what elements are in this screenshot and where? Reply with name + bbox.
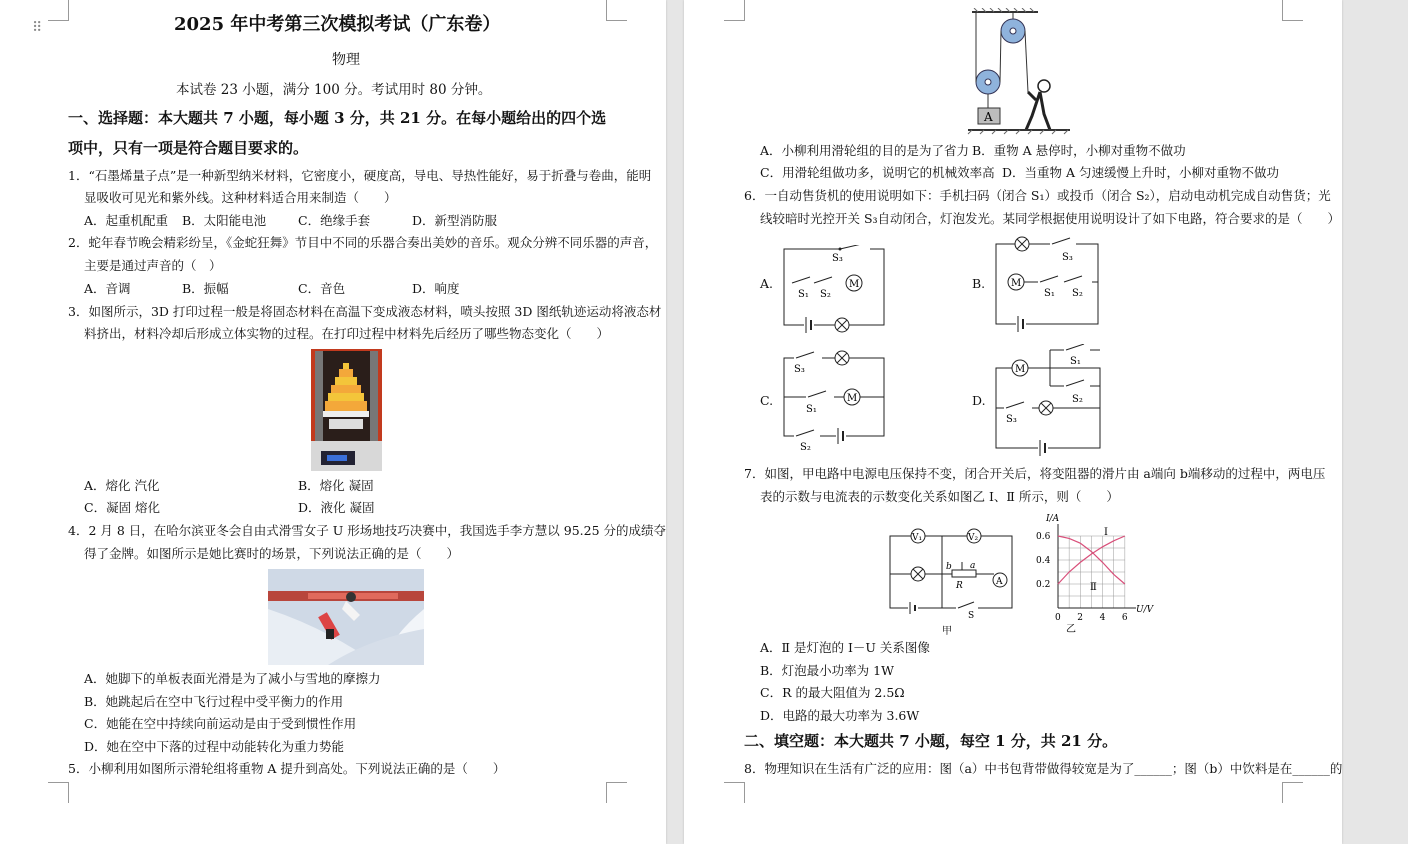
circuit-diagram-q7 [884,522,1018,638]
switch-label: S₃ [1006,414,1017,425]
question-text: 5．小柳利用如图所示滑轮组将重物 A 提升到高处。下列说法正确的是（ ） [68,761,506,776]
crop-mark [724,0,745,21]
series-label-2: Ⅱ [1090,582,1097,593]
option: B．熔化 凝固 [298,478,374,493]
crop-mark [1282,0,1303,21]
subject: 物理 [332,52,360,68]
option: D．电路的最大功率为 3.6W [760,708,920,723]
option: D．她在空中下落的过程中动能转化为重力势能 [84,739,345,754]
option: C．她能在空中持续向前运动是由于受到惯性作用 [84,716,357,731]
option: B．重物 A 悬停时，小柳对重物不做功 [972,143,1186,158]
option: A．Ⅱ 是灯泡的 I－U 关系图像 [760,640,930,655]
question-text: 表的示数与电流表的示数变化关系如图乙 Ⅰ、Ⅱ 所示，则（ ） [760,489,1119,504]
crop-mark [606,0,627,21]
figure-caption: 甲 [942,626,952,637]
option: A．音调 [84,281,131,296]
option: B．振幅 [182,281,229,296]
crop-mark [48,0,69,21]
question-text: 得了金牌。如图所示是她比赛时的场景，下列说法正确的是（ ） [84,546,460,561]
option: D．新型消防服 [412,213,498,228]
switch-label: S₁ [798,289,809,300]
section-heading: 项中，只有一项是符合题目要求的。 [68,139,309,157]
page-title: 2025 年中考第三次模拟考试（广东卷） [174,14,501,35]
voltmeter-v2: V₂ [968,533,979,543]
switch-label: S₁ [1070,356,1081,367]
motor-symbol: M [849,279,860,290]
question-text: 3．如图所示，3D 打印过程一般是将固态材料在高温下变成液态材料，喷头按照 3D 图纸轨迹运动将液态材 [68,304,662,319]
crop-mark [1282,782,1303,803]
rheostat-label: R [956,581,963,591]
question-text: 主要是通过声音的（ ） [84,258,222,273]
x-axis-label: U/V [1136,605,1154,615]
option-label: C. [760,393,774,408]
chart-ticks [1036,532,1128,623]
x-tick-label: 0 [1055,613,1061,623]
option: D．响度 [412,281,460,296]
motor-symbol: M [847,393,858,404]
3d-printer-image [311,349,382,471]
snowboard-photo [268,569,424,665]
switch-label: S₁ [806,404,817,415]
option: C．凝固 熔化 [84,500,161,515]
option-label: A. [760,276,774,291]
chart-grid [1058,536,1125,608]
option-label: B. [972,276,986,291]
option: A．她脚下的单板表面光滑是为了减小与雪地的摩擦力 [84,671,381,686]
option: D．当重物 A 匀速缓慢上升时，小柳对重物不做功 [1002,165,1279,180]
circuit-diagram-b [992,234,1104,332]
y-axis-label: I/A [1046,514,1060,524]
y-tick-label: 0.2 [1036,580,1051,590]
question-text: 4．2 月 8 日，在哈尔滨亚冬会自由式滑雪女子 U 形场地技巧决赛中，我国选手李方慧以 95.25 分的成绩夺 [68,523,666,538]
switch-label: S₃ [1062,252,1073,263]
switch-label: S [968,611,975,621]
pulley-diagram [966,8,1076,136]
voltmeter-v1: V₁ [912,533,923,543]
series-label-1: Ⅰ [1104,527,1108,538]
y-tick-label: 0.6 [1036,532,1051,542]
option: C．绝缘手套 [298,213,371,228]
drag-handle-icon[interactable]: ⠿ [32,20,41,36]
option: C．音色 [298,281,346,296]
iu-chart [1018,508,1160,638]
question-text: 6．一自动售货机的使用说明如下：手机扫码（闭合 S₁）或投币（闭合 S₂），启动电动机完成自动售货；光 [744,188,1331,203]
circuit-diagram-c [780,346,890,454]
circuit-diagram-a [780,245,890,333]
crop-mark [606,782,627,803]
question-text: 2．蛇年春节晚会精彩纷呈，《金蛇狂舞》节目中不同的乐器合奏出美妙的音乐。观众分辨不同乐器的声音， [68,235,658,250]
section-heading: 一、选择题：本大题共 7 小题，每小题 3 分，共 21 分。在每小题给出的四个选 [68,109,607,127]
option: A．起重机配重 [84,213,169,228]
y-tick-label: 0.4 [1036,556,1051,566]
motor-symbol: M [1011,278,1022,289]
option: A．熔化 汽化 [84,478,160,493]
question-text: 线较暗时光控开关 S₃自动闭合，灯泡发光。某同学根据使用说明设计了如下电路，符合要求的是（ ） [760,211,1341,226]
document-page-2 [684,0,1342,844]
switch-label: S₁ [1044,288,1055,299]
x-tick-label: 4 [1099,613,1106,623]
option: B．她跳起后在空中飞行过程中受平衡力的作用 [84,694,344,709]
exam-info: 本试卷 23 小题，满分 100 分。考试用时 80 分钟。 [176,82,492,98]
section-heading: 二、填空题：本大题共 7 小题，每空 1 分，共 21 分。 [744,732,1118,750]
motor-symbol: M [1015,364,1026,375]
switch-label: S₂ [820,289,831,300]
question-text: 7．如图，甲电路中电源电压保持不变，闭合开关后，将变阻器的滑片由 a端向 b端移动的过程中，两电压 [744,466,1326,481]
switch-label: S₃ [794,364,805,375]
option: C．R 的最大阻值为 2.5Ω [760,685,905,700]
question-text: 1．“石墨烯量子点”是一种新型纳米材料，它密度小，硬度高，导电、导热性能好，易于折叠与卷曲，能明 [68,168,652,183]
x-tick-label: 2 [1077,613,1084,623]
crop-mark [724,782,745,803]
switch-label: S₂ [1072,394,1083,405]
ammeter-symbol: A [996,577,1003,587]
document-page-1 [0,0,666,844]
slider-end-a: a [970,561,976,571]
slider-end-b: b [946,562,952,572]
switch-label: S₂ [800,442,811,453]
circuit-diagram-d [992,344,1104,456]
question-text: 显吸收可见光和紫外线。这种材料适合用来制造（ ） [84,190,397,205]
option: B．灯泡最小功率为 1W [760,663,894,678]
switch-label: S₃ [832,253,843,264]
question-text: 料挤出，材料冷却后形成立体实物的过程。在打印过程中材料先后经历了哪些物态变化（ ） [84,326,610,341]
question-text: 8．物理知识在生活有广泛的应用：图（a）中书包背带做得较宽是为了______；图（b）中饮料是在______的 [744,761,1342,776]
option: C．用滑轮组做功多，说明它的机械效率高 [760,165,995,180]
figure-caption: 乙 [1066,624,1076,635]
crop-mark [48,782,69,803]
option-label: D. [972,393,986,408]
option: D．液化 凝固 [298,500,375,515]
weight-a-label: A [984,110,993,124]
option: A．小柳利用滑轮组的目的是为了省力 [760,143,970,158]
x-tick-label: 6 [1121,613,1128,623]
switch-label: S₂ [1072,288,1083,299]
option: B．太阳能电池 [182,213,267,228]
